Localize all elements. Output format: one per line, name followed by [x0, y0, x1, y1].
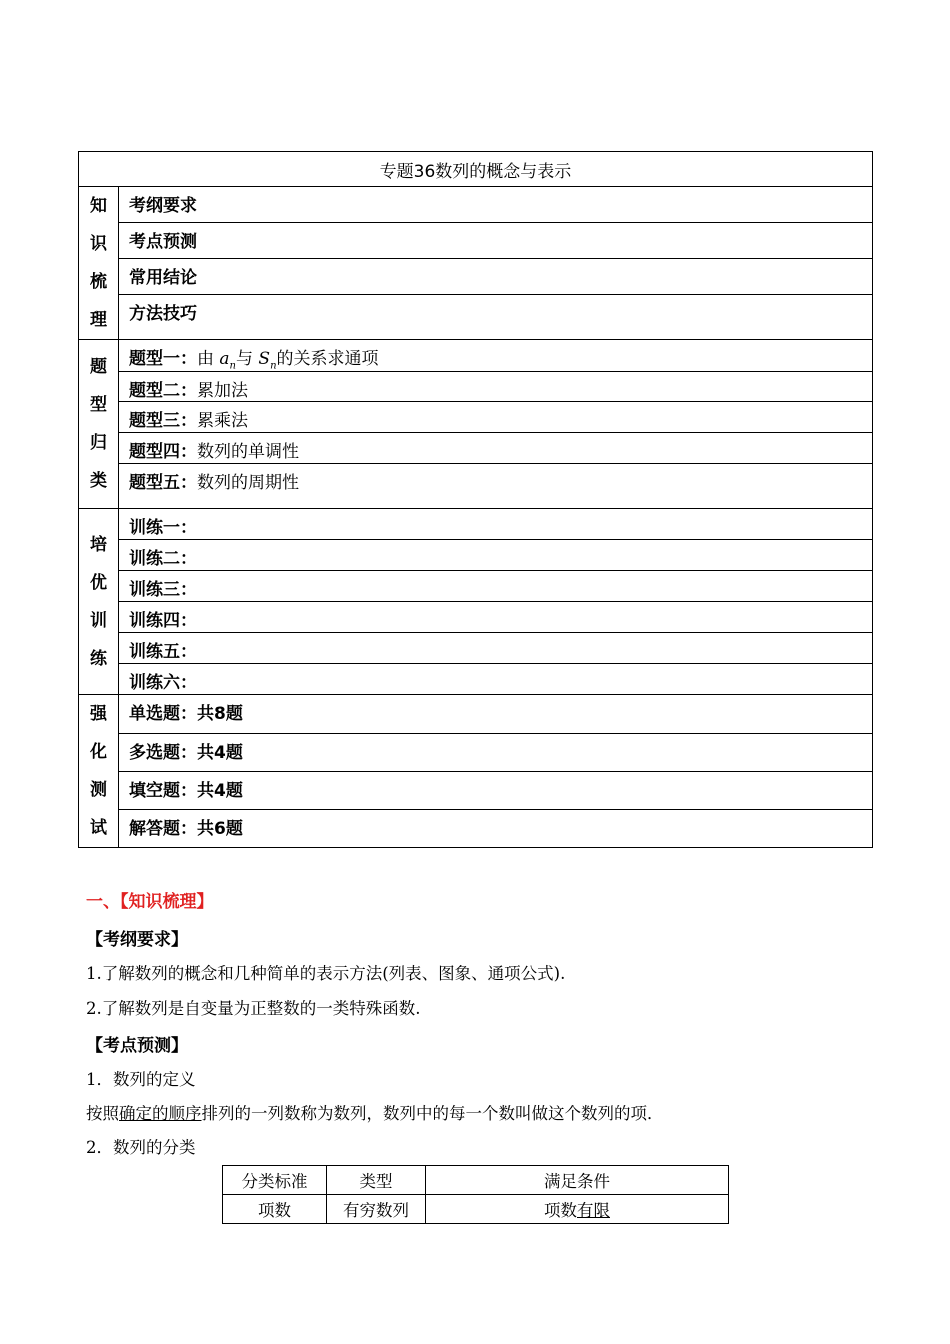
underlined-term: 确定的顺序	[119, 1104, 202, 1123]
outline-item: 题型四：数列的单调性	[119, 433, 873, 464]
outline-item: 考纲要求	[119, 187, 873, 223]
section-label-types	[79, 340, 119, 509]
header-cell: 类型	[327, 1166, 426, 1195]
section-label-char: 识	[90, 234, 107, 254]
outline-item: 训练四：	[119, 602, 873, 633]
section-label-char: 强	[90, 704, 107, 725]
def-text: 按照确定的顺序排列的一列数称为数列，数列中的每一个数叫做这个数列的项．	[86, 1104, 664, 1123]
table-cell: 项数有限	[426, 1195, 729, 1224]
exam-req-heading: 【考纲要求】	[86, 930, 188, 950]
section-label-knowledge	[79, 187, 119, 340]
outline-item: 题型三：累乘法	[119, 402, 873, 433]
outline-item: 训练六：	[119, 664, 873, 695]
outline-title: 专题36数列的概念与表示	[79, 152, 873, 187]
section-label-char: 类	[90, 471, 107, 492]
math-var: $a_n$	[219, 349, 236, 372]
section-heading: 一、【知识梳理】	[86, 892, 214, 912]
section-label-char: 理	[90, 310, 107, 330]
section-label-training	[79, 509, 119, 695]
item-text: 与	[236, 349, 259, 369]
section-label-char: 试	[90, 818, 107, 839]
header-cell: 满足条件	[426, 1166, 729, 1195]
classification-table	[222, 1165, 729, 1224]
item-text: 的关系求通项	[276, 349, 379, 369]
exam-req-1: 1.了解数列的概念和几种简单的表示方法(列表、图象、通项公式).	[86, 964, 566, 983]
outline-item: 训练三：	[119, 571, 873, 602]
section-label-char: 知	[90, 196, 107, 216]
outline-item	[119, 340, 873, 372]
table-header-row	[223, 1166, 729, 1195]
outline-item: 多选题：共4题	[119, 733, 873, 771]
outline-item: 填空题：共4题	[119, 771, 873, 809]
forecast-heading: 【考点预测】	[86, 1036, 188, 1056]
section-label-tests	[79, 695, 119, 848]
section-label-char: 优	[90, 572, 107, 593]
outline-item: 训练二：	[119, 540, 873, 571]
outline-item: 方法技巧	[119, 294, 873, 339]
section-label-char: 型	[90, 395, 107, 416]
outline-item: 单选题：共8题	[119, 695, 873, 733]
outline-item: 题型五：数列的周期性	[119, 464, 873, 509]
table-cell: 项数	[223, 1195, 327, 1224]
section-label-char: 梳	[90, 272, 107, 292]
table-cell: 有穷数列	[327, 1195, 426, 1224]
item-text: 由	[197, 349, 220, 369]
section-label-char: 训	[90, 610, 107, 631]
outline-table	[78, 151, 873, 848]
section-label-char: 培	[90, 534, 107, 555]
section-label-char: 题	[90, 357, 107, 378]
table-row	[223, 1195, 729, 1224]
exam-req-2: 2.了解数列是自变量为正整数的一类特殊函数.	[86, 999, 421, 1018]
math-var: $S_n$	[258, 349, 277, 372]
outline-item: 解答题：共6题	[119, 810, 873, 848]
outline-item: 训练一：	[119, 509, 873, 540]
section-label-char: 测	[90, 780, 107, 801]
section-label-char: 归	[90, 433, 107, 454]
cls-title: 2．数列的分类	[86, 1138, 196, 1157]
section-label-char: 练	[90, 648, 107, 669]
header-cell: 分类标准	[223, 1166, 327, 1195]
outline-item: 常用结论	[119, 258, 873, 294]
outline-item: 考点预测	[119, 222, 873, 258]
section-label-char: 化	[90, 742, 107, 763]
outline-item: 题型二：累加法	[119, 372, 873, 402]
outline-item: 训练五：	[119, 633, 873, 664]
item-prefix: 题型一：	[129, 349, 197, 369]
def-title: 1．数列的定义	[86, 1070, 196, 1089]
